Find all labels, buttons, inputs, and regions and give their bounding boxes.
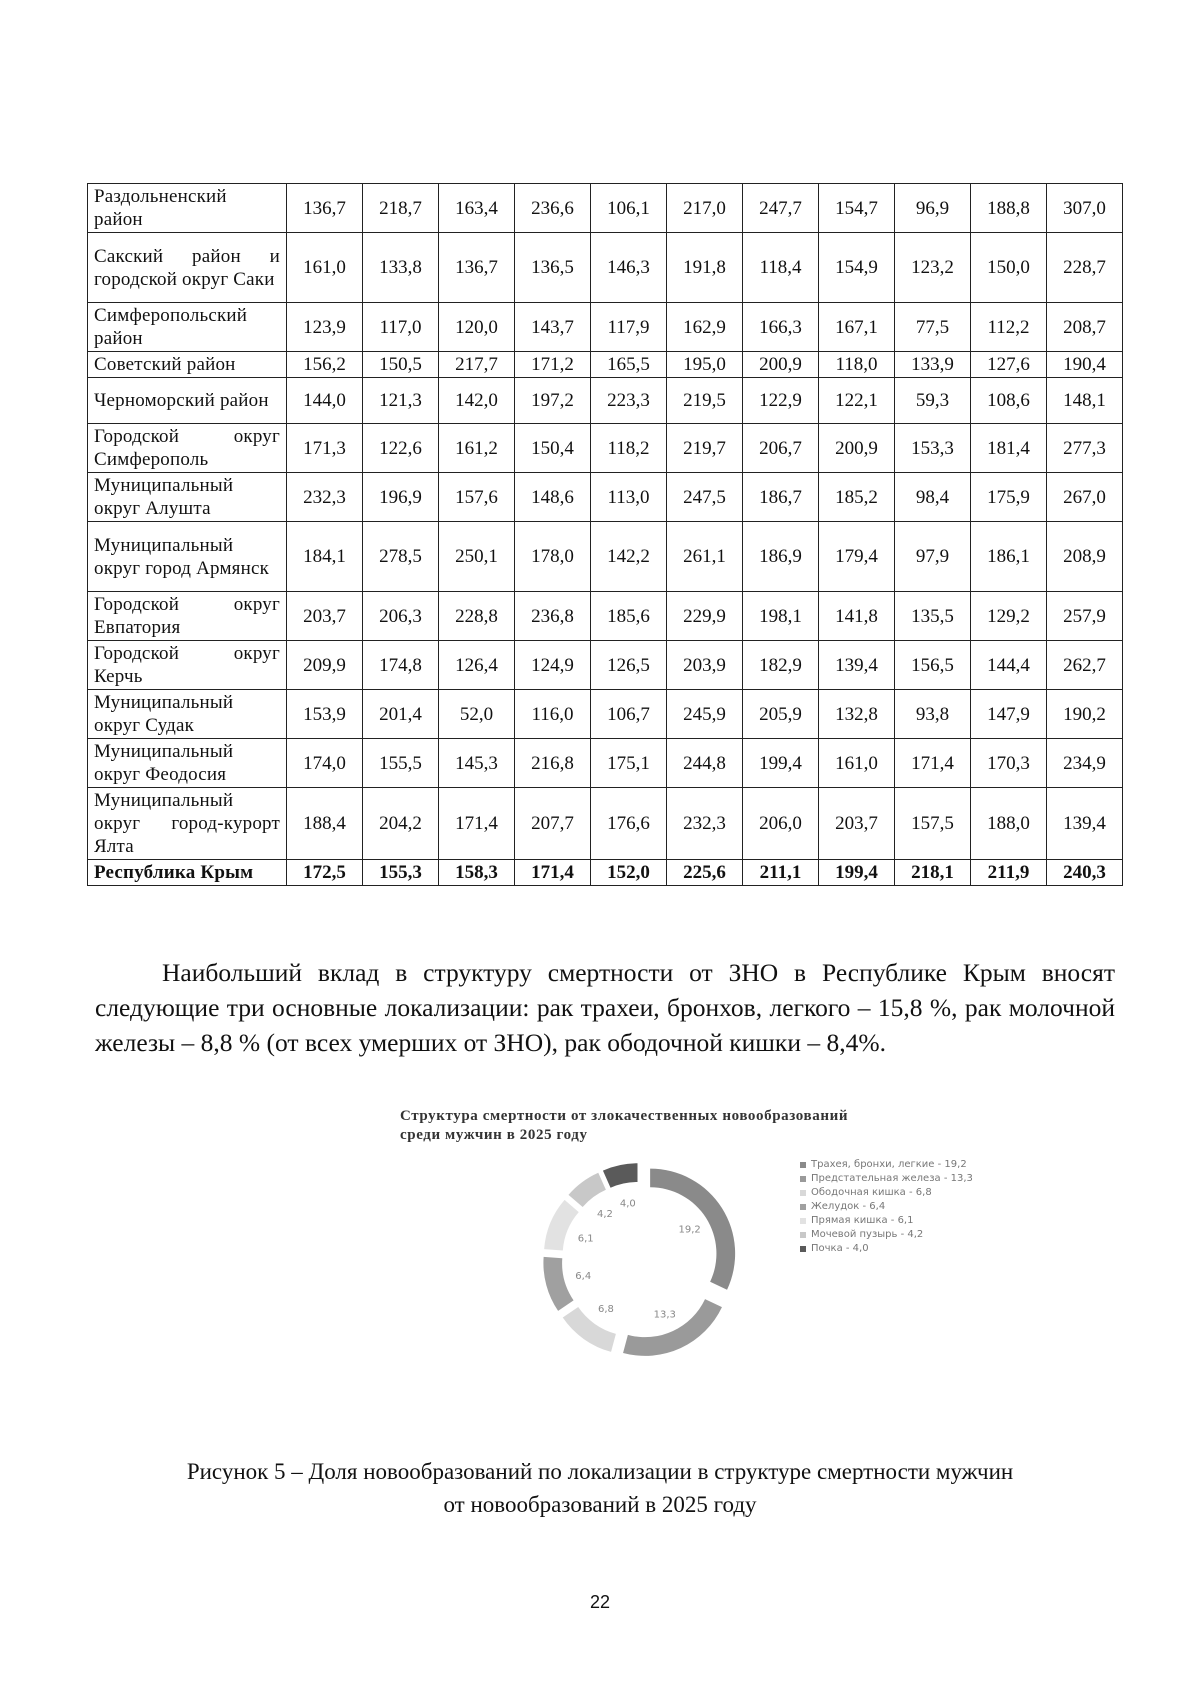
legend-label: Почка - 4,0 xyxy=(811,1243,869,1254)
value-cell: 133,8 xyxy=(363,233,439,303)
value-cell: 147,9 xyxy=(971,690,1047,739)
value-cell: 156,5 xyxy=(895,641,971,690)
table-row xyxy=(88,233,1123,303)
value-cell: 186,9 xyxy=(743,522,819,592)
table-row xyxy=(88,641,1123,690)
value-cell: 174,8 xyxy=(363,641,439,690)
value-cell: 167,1 xyxy=(819,303,895,352)
value-cell: 171,3 xyxy=(287,424,363,473)
value-cell: 261,1 xyxy=(667,522,743,592)
value-cell: 144,4 xyxy=(971,641,1047,690)
pie-slice xyxy=(569,1173,606,1207)
value-cell: 156,2 xyxy=(287,352,363,378)
value-cell: 257,9 xyxy=(1047,592,1123,641)
value-cell: 165,5 xyxy=(591,352,667,378)
value-cell: 218,7 xyxy=(363,184,439,233)
value-cell: 146,3 xyxy=(591,233,667,303)
row-name-cell: Муниципальный округ город Армянск xyxy=(88,522,287,592)
value-cell: 211,9 xyxy=(971,860,1047,886)
value-cell: 190,4 xyxy=(1047,352,1123,378)
value-cell: 142,2 xyxy=(591,522,667,592)
pie-data-label: 6,4 xyxy=(575,1271,592,1283)
value-cell: 207,7 xyxy=(515,788,591,860)
value-cell: 175,9 xyxy=(971,473,1047,522)
value-cell: 199,4 xyxy=(743,739,819,788)
value-cell: 188,0 xyxy=(971,788,1047,860)
value-cell: 127,6 xyxy=(971,352,1047,378)
table-row xyxy=(88,184,1123,233)
value-cell: 234,9 xyxy=(1047,739,1123,788)
value-cell: 122,1 xyxy=(819,378,895,424)
figure-caption xyxy=(120,1455,1080,1521)
value-cell: 143,7 xyxy=(515,303,591,352)
value-cell: 113,0 xyxy=(591,473,667,522)
value-cell: 204,2 xyxy=(363,788,439,860)
value-cell: 126,4 xyxy=(439,641,515,690)
legend-label: Ободочная кишка - 6,8 xyxy=(811,1187,932,1198)
table-row xyxy=(88,592,1123,641)
value-cell: 197,2 xyxy=(515,378,591,424)
table-row xyxy=(88,690,1123,739)
value-cell: 124,9 xyxy=(515,641,591,690)
value-cell: 136,5 xyxy=(515,233,591,303)
value-cell: 148,1 xyxy=(1047,378,1123,424)
value-cell: 181,4 xyxy=(971,424,1047,473)
value-cell: 188,4 xyxy=(287,788,363,860)
value-cell: 176,6 xyxy=(591,788,667,860)
value-cell: 144,0 xyxy=(287,378,363,424)
value-cell: 182,9 xyxy=(743,641,819,690)
value-cell: 122,6 xyxy=(363,424,439,473)
value-cell: 153,9 xyxy=(287,690,363,739)
value-cell: 209,9 xyxy=(287,641,363,690)
value-cell: 205,9 xyxy=(743,690,819,739)
value-cell: 185,2 xyxy=(819,473,895,522)
legend-item xyxy=(800,1242,1020,1256)
legend-label: Желудок - 6,4 xyxy=(811,1201,886,1212)
value-cell: 206,3 xyxy=(363,592,439,641)
value-cell: 211,1 xyxy=(743,860,819,886)
value-cell: 108,6 xyxy=(971,378,1047,424)
value-cell: 166,3 xyxy=(743,303,819,352)
value-cell: 232,3 xyxy=(287,473,363,522)
value-cell: 199,4 xyxy=(819,860,895,886)
value-cell: 155,3 xyxy=(363,860,439,886)
value-cell: 219,5 xyxy=(667,378,743,424)
pie-data-label: 6,8 xyxy=(598,1303,614,1315)
value-cell: 157,6 xyxy=(439,473,515,522)
caption-line-2: от новообразований в 2025 году xyxy=(443,1492,757,1517)
body-paragraph: Наибольший вклад в структуру смертности от ЗНО в Республике Крым вносят следующие три основные локализации: рак трахеи, бронхов, легкого – 15,8 %, рак молочной железы – 8,8 % (от всех умерших от ЗНО), рак ободочной кишки – 8,4%. xyxy=(95,958,1115,1057)
value-cell: 172,5 xyxy=(287,860,363,886)
page-number: 22 xyxy=(589,1592,611,1612)
value-cell: 52,0 xyxy=(439,690,515,739)
value-cell: 171,4 xyxy=(439,788,515,860)
value-cell: 123,2 xyxy=(895,233,971,303)
legend-label: Мочевой пузырь - 4,2 xyxy=(811,1229,924,1240)
legend-item xyxy=(800,1186,1020,1200)
value-cell: 191,8 xyxy=(667,233,743,303)
table-row xyxy=(88,788,1123,860)
value-cell: 152,0 xyxy=(591,860,667,886)
legend-swatch xyxy=(800,1246,806,1252)
value-cell: 236,8 xyxy=(515,592,591,641)
value-cell: 206,7 xyxy=(743,424,819,473)
legend-swatch xyxy=(800,1232,806,1238)
value-cell: 142,0 xyxy=(439,378,515,424)
value-cell: 161,0 xyxy=(819,739,895,788)
table-row xyxy=(88,522,1123,592)
value-cell: 228,8 xyxy=(439,592,515,641)
legend-swatch xyxy=(800,1190,806,1196)
legend-swatch xyxy=(800,1162,806,1168)
value-cell: 93,8 xyxy=(895,690,971,739)
value-cell: 123,9 xyxy=(287,303,363,352)
row-name-cell: Симферопольский район xyxy=(88,303,287,352)
chart-title: Структура смертности от злокачественных новообразований среди мужчин в 2025 году xyxy=(400,1108,849,1143)
value-cell: 118,4 xyxy=(743,233,819,303)
pie-data-label: 4,0 xyxy=(619,1198,636,1210)
value-cell: 245,9 xyxy=(667,690,743,739)
value-cell: 112,2 xyxy=(971,303,1047,352)
value-cell: 148,6 xyxy=(515,473,591,522)
value-cell: 175,1 xyxy=(591,739,667,788)
value-cell: 174,0 xyxy=(287,739,363,788)
value-cell: 150,0 xyxy=(971,233,1047,303)
value-cell: 77,5 xyxy=(895,303,971,352)
table-body xyxy=(88,184,1123,886)
table-row xyxy=(88,424,1123,473)
table-row xyxy=(88,303,1123,352)
row-name-cell: Муниципальный округ Феодосия xyxy=(88,739,287,788)
value-cell: 196,9 xyxy=(363,473,439,522)
value-cell: 126,5 xyxy=(591,641,667,690)
value-cell: 198,1 xyxy=(743,592,819,641)
row-name-cell: Советский район xyxy=(88,352,287,378)
legend-swatch xyxy=(800,1204,806,1210)
value-cell: 136,7 xyxy=(439,233,515,303)
value-cell: 59,3 xyxy=(895,378,971,424)
value-cell: 106,7 xyxy=(591,690,667,739)
value-cell: 178,0 xyxy=(515,522,591,592)
value-cell: 203,7 xyxy=(287,592,363,641)
value-cell: 201,4 xyxy=(363,690,439,739)
value-cell: 97,9 xyxy=(895,522,971,592)
value-cell: 278,5 xyxy=(363,522,439,592)
legend-item xyxy=(800,1158,1020,1172)
value-cell: 229,9 xyxy=(667,592,743,641)
value-cell: 208,9 xyxy=(1047,522,1123,592)
value-cell: 200,9 xyxy=(743,352,819,378)
table-row xyxy=(88,473,1123,522)
value-cell: 122,9 xyxy=(743,378,819,424)
value-cell: 307,0 xyxy=(1047,184,1123,233)
pie-data-label: 6,1 xyxy=(577,1233,594,1245)
value-cell: 228,7 xyxy=(1047,233,1123,303)
row-name-cell: Муниципальный округ Алушта xyxy=(88,473,287,522)
row-name-cell: Черноморский район xyxy=(88,378,287,424)
value-cell: 150,5 xyxy=(363,352,439,378)
row-name-cell: Муниципальный округ город-курорт Ялта xyxy=(88,788,287,860)
value-cell: 118,0 xyxy=(819,352,895,378)
value-cell: 139,4 xyxy=(819,641,895,690)
pie-slice xyxy=(623,1299,722,1356)
legend-item xyxy=(800,1228,1020,1242)
value-cell: 117,9 xyxy=(591,303,667,352)
value-cell: 132,8 xyxy=(819,690,895,739)
value-cell: 262,7 xyxy=(1047,641,1123,690)
value-cell: 218,1 xyxy=(895,860,971,886)
value-cell: 141,8 xyxy=(819,592,895,641)
value-cell: 157,5 xyxy=(895,788,971,860)
legend-label: Прямая кишка - 6,1 xyxy=(811,1215,914,1226)
value-cell: 120,0 xyxy=(439,303,515,352)
chart-legend xyxy=(800,1158,1020,1256)
legend-item xyxy=(800,1200,1020,1214)
value-cell: 161,0 xyxy=(287,233,363,303)
value-cell: 208,7 xyxy=(1047,303,1123,352)
value-cell: 244,8 xyxy=(667,739,743,788)
value-cell: 203,7 xyxy=(819,788,895,860)
value-cell: 116,0 xyxy=(515,690,591,739)
value-cell: 98,4 xyxy=(895,473,971,522)
pie-chart xyxy=(530,1160,790,1360)
value-cell: 186,7 xyxy=(743,473,819,522)
legend-label: Предстательная железа - 13,3 xyxy=(811,1173,973,1184)
value-cell: 236,6 xyxy=(515,184,591,233)
row-name-cell: Раздольненский район xyxy=(88,184,287,233)
value-cell: 240,3 xyxy=(1047,860,1123,886)
value-cell: 217,0 xyxy=(667,184,743,233)
row-name-cell: Городской округ Керчь xyxy=(88,641,287,690)
value-cell: 161,2 xyxy=(439,424,515,473)
table-total-row xyxy=(88,860,1123,886)
value-cell: 117,0 xyxy=(363,303,439,352)
value-cell: 118,2 xyxy=(591,424,667,473)
value-cell: 247,5 xyxy=(667,473,743,522)
value-cell: 188,8 xyxy=(971,184,1047,233)
value-cell: 247,7 xyxy=(743,184,819,233)
legend-swatch xyxy=(800,1176,806,1182)
value-cell: 136,7 xyxy=(287,184,363,233)
value-cell: 223,3 xyxy=(591,378,667,424)
value-cell: 133,9 xyxy=(895,352,971,378)
pie-data-label: 19,2 xyxy=(678,1224,701,1236)
table-row xyxy=(88,739,1123,788)
value-cell: 171,4 xyxy=(515,860,591,886)
value-cell: 135,5 xyxy=(895,592,971,641)
legend-item xyxy=(800,1214,1020,1228)
value-cell: 162,9 xyxy=(667,303,743,352)
value-cell: 163,4 xyxy=(439,184,515,233)
value-cell: 200,9 xyxy=(819,424,895,473)
value-cell: 217,7 xyxy=(439,352,515,378)
value-cell: 154,9 xyxy=(819,233,895,303)
value-cell: 225,6 xyxy=(667,860,743,886)
value-cell: 185,6 xyxy=(591,592,667,641)
value-cell: 219,7 xyxy=(667,424,743,473)
row-name-cell: Городской округ Симферополь xyxy=(88,424,287,473)
pie-slice xyxy=(544,1200,579,1251)
value-cell: 216,8 xyxy=(515,739,591,788)
table-row xyxy=(88,378,1123,424)
value-cell: 153,3 xyxy=(895,424,971,473)
value-cell: 206,0 xyxy=(743,788,819,860)
value-cell: 190,2 xyxy=(1047,690,1123,739)
value-cell: 250,1 xyxy=(439,522,515,592)
row-name-cell: Сакский район и городской округ Саки xyxy=(88,233,287,303)
value-cell: 186,1 xyxy=(971,522,1047,592)
value-cell: 145,3 xyxy=(439,739,515,788)
value-cell: 232,3 xyxy=(667,788,743,860)
value-cell: 267,0 xyxy=(1047,473,1123,522)
pie-data-label: 13,3 xyxy=(653,1309,676,1321)
caption-line-1: Рисунок 5 – Доля новообразований по локализации в структуре смертности мужчин xyxy=(186,1459,1014,1484)
pie-slice xyxy=(543,1257,573,1311)
value-cell: 170,3 xyxy=(971,739,1047,788)
row-name-cell: Республика Крым xyxy=(88,860,287,886)
value-cell: 179,4 xyxy=(819,522,895,592)
legend-item xyxy=(800,1172,1020,1186)
value-cell: 154,7 xyxy=(819,184,895,233)
value-cell: 203,9 xyxy=(667,641,743,690)
value-cell: 277,3 xyxy=(1047,424,1123,473)
value-cell: 139,4 xyxy=(1047,788,1123,860)
row-name-cell: Городской округ Евпатория xyxy=(88,592,287,641)
pie-slice xyxy=(603,1163,638,1187)
value-cell: 158,3 xyxy=(439,860,515,886)
value-cell: 171,4 xyxy=(895,739,971,788)
value-cell: 171,2 xyxy=(515,352,591,378)
value-cell: 129,2 xyxy=(971,592,1047,641)
row-name-cell: Муниципальный округ Судак xyxy=(88,690,287,739)
value-cell: 195,0 xyxy=(667,352,743,378)
value-cell: 96,9 xyxy=(895,184,971,233)
value-cell: 121,3 xyxy=(363,378,439,424)
pie-data-label: 4,2 xyxy=(597,1208,613,1220)
legend-swatch xyxy=(800,1218,806,1224)
mortality-table xyxy=(87,183,1123,886)
value-cell: 150,4 xyxy=(515,424,591,473)
value-cell: 106,1 xyxy=(591,184,667,233)
value-cell: 155,5 xyxy=(363,739,439,788)
table-row xyxy=(88,352,1123,378)
value-cell: 184,1 xyxy=(287,522,363,592)
legend-label: Трахея, бронхи, легкие - 19,2 xyxy=(811,1159,967,1170)
